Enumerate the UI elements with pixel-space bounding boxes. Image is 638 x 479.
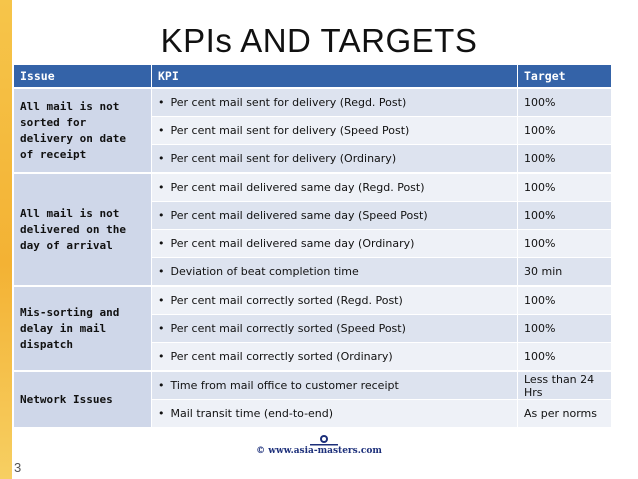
kpi-text: Deviation of beat completion time — [170, 265, 359, 278]
issue-cell: All mail is not sorted for delivery on date of receipt — [14, 88, 152, 173]
kpi-cell — [152, 315, 518, 343]
footer-copyright: © www.asia-masters.com — [256, 446, 382, 456]
table-body — [14, 88, 612, 428]
kpi-text: Per cent mail sent for delivery (Regd. Post) — [170, 96, 407, 109]
kpi-cell — [152, 173, 518, 202]
side-accent-bar — [0, 0, 12, 479]
issue-cell: Mis-sorting and delay in mail dispatch — [14, 286, 152, 371]
target-cell: 100% — [518, 286, 612, 315]
target-cell: 100% — [518, 145, 612, 174]
kpi-text: Per cent mail correctly sorted (Ordinary) — [170, 350, 393, 363]
bullet-icon: • — [158, 237, 165, 250]
bullet-icon: • — [158, 294, 165, 307]
bullet-icon: • — [158, 322, 165, 335]
header-target: Target — [518, 65, 612, 89]
issue-cell: Network Issues — [14, 371, 152, 428]
kpi-text: Mail transit time (end-to-end) — [170, 407, 334, 420]
bullet-icon: • — [158, 379, 165, 392]
target-cell: 100% — [518, 88, 612, 117]
kpi-cell — [152, 145, 518, 174]
issue-cell: All mail is not delivered on the day of arrival — [14, 173, 152, 286]
target-cell: 30 min — [518, 258, 612, 287]
target-cell: As per norms — [518, 400, 612, 428]
kpi-text: Per cent mail sent for delivery (Ordinary) — [170, 152, 397, 165]
kpi-text: Time from mail office to customer receipt — [170, 379, 399, 392]
kpi-cell — [152, 258, 518, 287]
kpi-text: Per cent mail delivered same day (Speed Post) — [170, 209, 428, 222]
kpi-table — [13, 64, 612, 428]
table-row — [14, 371, 612, 400]
target-cell: 100% — [518, 343, 612, 372]
kpi-cell — [152, 371, 518, 400]
table-row — [14, 286, 612, 315]
bullet-icon: • — [158, 350, 165, 363]
kpi-cell — [152, 400, 518, 428]
table-header-row — [14, 65, 612, 89]
bullet-icon: • — [158, 181, 165, 194]
bullet-icon: • — [158, 124, 165, 137]
bullet-icon: • — [158, 209, 165, 222]
target-cell: Less than 24 Hrs — [518, 371, 612, 400]
target-cell: 100% — [518, 230, 612, 258]
kpi-cell — [152, 202, 518, 230]
kpi-text: Per cent mail delivered same day (Ordinary) — [170, 237, 415, 250]
slide-title: KPIs AND TARGETS — [160, 22, 478, 59]
target-cell: 100% — [518, 202, 612, 230]
header-kpi: KPI — [152, 65, 518, 89]
kpi-cell — [152, 117, 518, 145]
page-number: 3 — [14, 460, 22, 475]
kpi-text: Per cent mail delivered same day (Regd. Post) — [170, 181, 425, 194]
kpi-cell — [152, 88, 518, 117]
bullet-icon: • — [158, 152, 165, 165]
target-cell: 100% — [518, 315, 612, 343]
bullet-icon: • — [158, 265, 165, 278]
table-row — [14, 173, 612, 202]
bullet-icon: • — [158, 96, 165, 109]
kpi-cell — [152, 230, 518, 258]
header-issue: Issue — [14, 65, 152, 89]
kpi-cell — [152, 286, 518, 315]
table-row — [14, 88, 612, 117]
kpi-text: Per cent mail correctly sorted (Regd. Post) — [170, 294, 403, 307]
target-cell: 100% — [518, 173, 612, 202]
kpi-cell — [152, 343, 518, 372]
bullet-icon: • — [158, 407, 165, 420]
kpi-text: Per cent mail correctly sorted (Speed Post) — [170, 322, 406, 335]
target-cell: 100% — [518, 117, 612, 145]
asia-masters-logo — [300, 434, 348, 446]
kpi-text: Per cent mail sent for delivery (Speed Post) — [170, 124, 410, 137]
